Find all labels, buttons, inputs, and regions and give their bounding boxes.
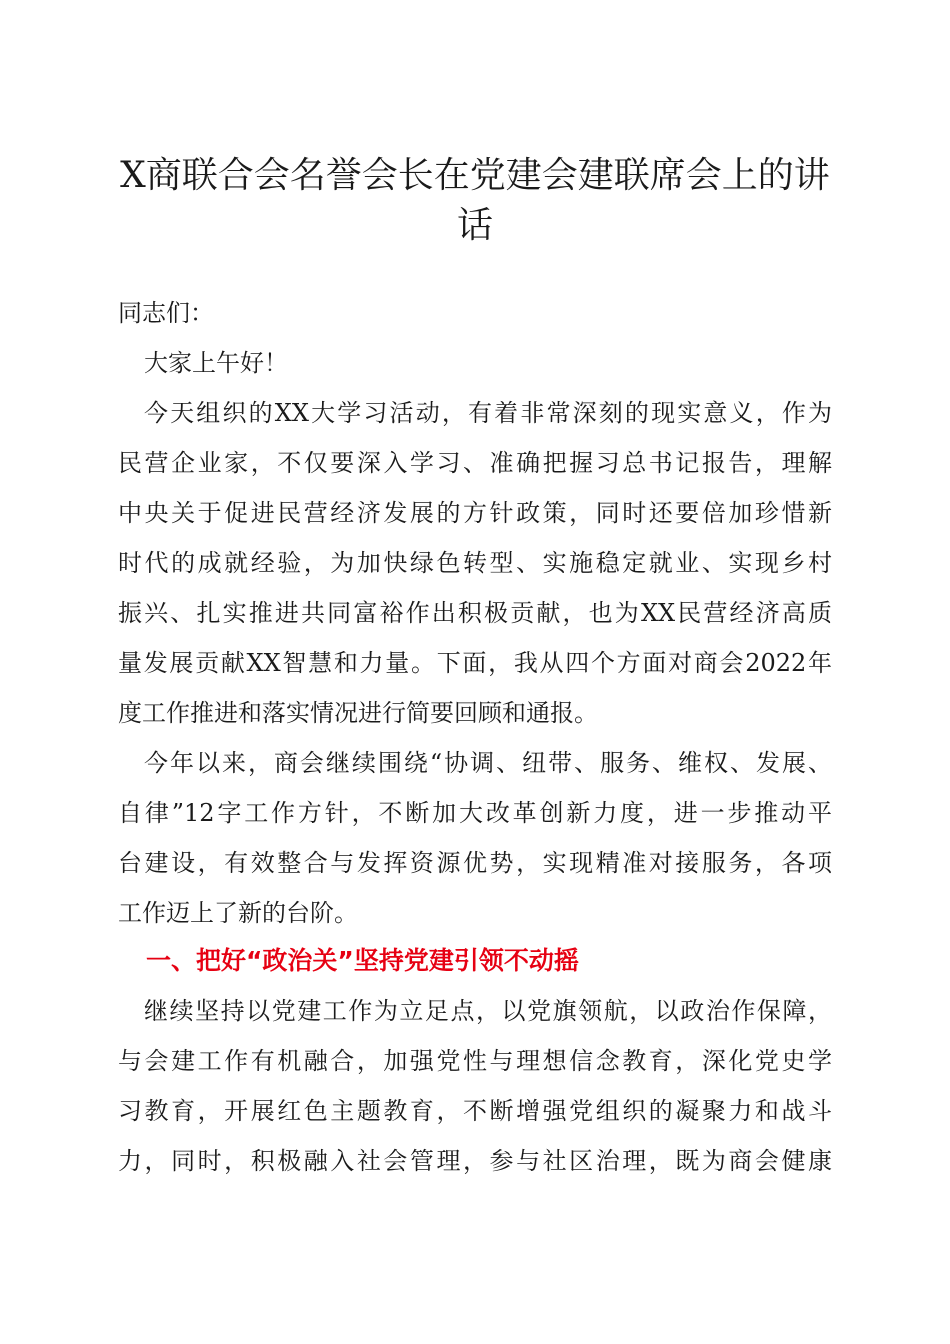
paragraph-1 [118, 388, 832, 738]
document-title-line-2: 话 [456, 205, 493, 246]
greeting-text: 大家上午好！ [144, 349, 288, 377]
section-heading-1: 一、把好“政治关”坚持党建引领不动摇 [146, 946, 579, 975]
paragraph-line: 继续坚持以党建工作为立足点，以党旗领航，以政治作保障， [144, 997, 832, 1025]
paragraph-line: 振兴、扎实推进共同富裕作出积极贡献，也为XX民营经济高质 [118, 599, 832, 627]
paragraph-line: 中央关于促进民营经济发展的方针政策，同时还要倍加珍惜新 [118, 499, 832, 527]
paragraph-line: 习教育，开展红色主题教育，不断增强党组织的凝聚力和战斗 [118, 1097, 832, 1125]
paragraph-line: 工作迈上了新的台阶。 [118, 899, 358, 927]
paragraph-line: 民营企业家，不仅要深入学习、准确把握习总书记报告，理解 [118, 449, 832, 477]
paragraph-line: 力，同时，积极融入社会管理，参与社区治理，既为商会健康 [118, 1147, 832, 1175]
greeting [118, 338, 832, 388]
paragraph-line: 时代的成就经验，为加快绿色转型、实施稳定就业、实现乡村 [118, 549, 832, 577]
paragraph-line: 与会建工作有机融合，加强党性与理想信念教育，深化党史学 [118, 1047, 832, 1075]
salutation [118, 288, 832, 338]
paragraph-line: 自律”12字工作方针，不断加大改革创新力度，进一步推动平 [118, 799, 832, 827]
paragraph-line: 度工作推进和落实情况进行简要回顾和通报。 [118, 699, 598, 727]
document-title-line-1: X商联合会名誉会长在党建会建联席会上的讲 [120, 155, 830, 196]
paragraph-line: 量发展贡献XX智慧和力量。下面，我从四个方面对商会2022年 [118, 649, 832, 677]
paragraph-line: 台建设，有效整合与发挥资源优势，实现精准对接服务，各项 [118, 849, 832, 877]
paragraph-line: 今天组织的XX大学习活动，有着非常深刻的现实意义，作为 [144, 399, 832, 427]
salutation-text: 同志们： [118, 299, 214, 327]
paragraph-3 [118, 986, 832, 1186]
paragraph-2 [118, 738, 832, 938]
paragraph-line: 今年以来，商会继续围绕“协调、纽带、服务、维权、发展、 [144, 749, 832, 777]
